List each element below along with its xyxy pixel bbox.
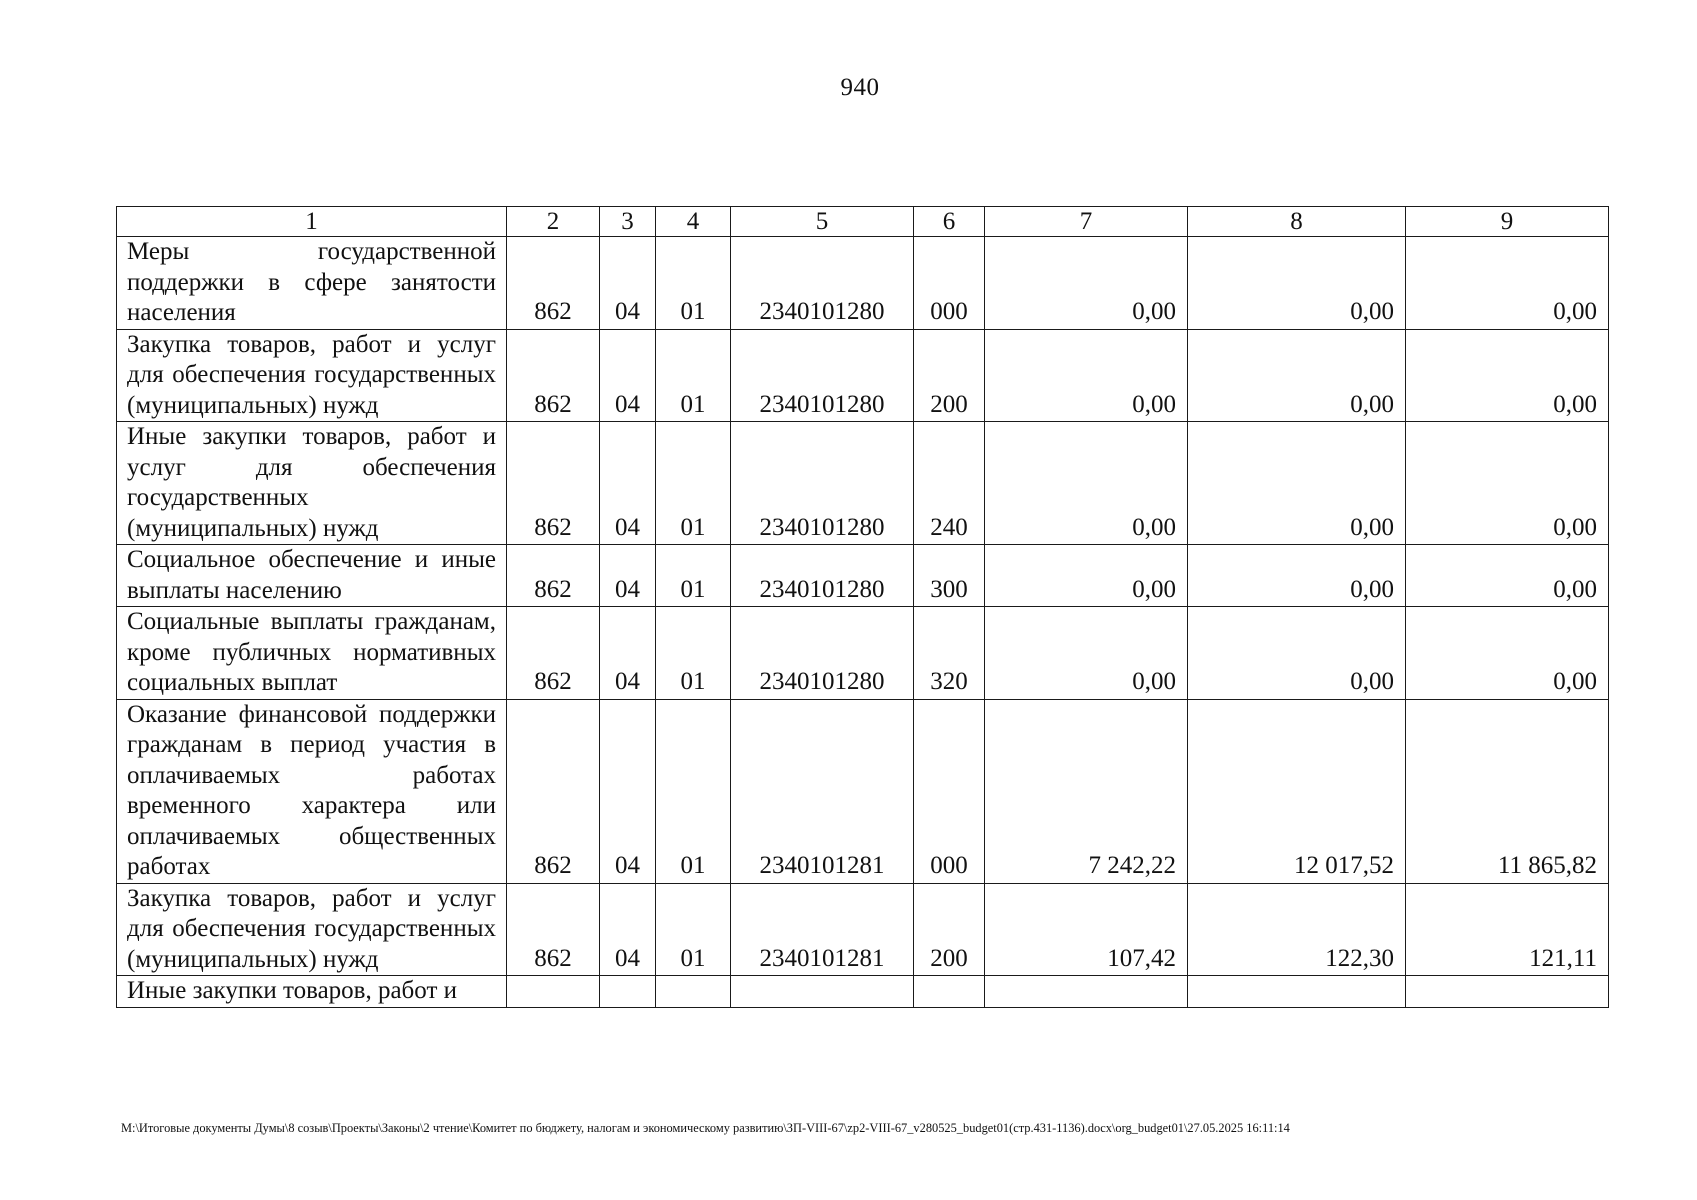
column-header: 9 [1406, 207, 1609, 237]
amount-col8: 0,00 [1188, 237, 1406, 330]
amount-col9: 0,00 [1406, 607, 1609, 700]
column-header: 7 [985, 207, 1188, 237]
table-row [117, 237, 1609, 330]
amount-col7: 0,00 [985, 329, 1188, 422]
amount-col7: 7 242,22 [985, 699, 1188, 883]
section-code: 04 [600, 237, 656, 330]
section-code: 04 [600, 329, 656, 422]
expense-type-code: 000 [914, 699, 985, 883]
target-article-code: 2340101280 [731, 422, 914, 545]
column-header: 3 [600, 207, 656, 237]
amount-col9: 0,00 [1406, 545, 1609, 607]
expense-type-code: 200 [914, 329, 985, 422]
ministry-code: 862 [507, 237, 600, 330]
amount-col9: 0,00 [1406, 422, 1609, 545]
row-name: Социальное обеспечение и иные выплаты населению [117, 545, 507, 607]
amount-col8: 12 017,52 [1188, 699, 1406, 883]
subsection-code: 01 [656, 329, 731, 422]
column-header: 8 [1188, 207, 1406, 237]
expense-type-code: 240 [914, 422, 985, 545]
table-row [117, 976, 1609, 1008]
amount-col9: 121,11 [1406, 883, 1609, 976]
amount-col9: 0,00 [1406, 237, 1609, 330]
subsection-code: 01 [656, 237, 731, 330]
section-code [600, 976, 656, 1008]
table-row [117, 329, 1609, 422]
subsection-code: 01 [656, 607, 731, 700]
row-name: Меры государственной поддержки в сфере занятости населения [117, 237, 507, 330]
column-header: 1 [117, 207, 507, 237]
target-article-code: 2340101280 [731, 237, 914, 330]
table-row [117, 607, 1609, 700]
amount-col7: 0,00 [985, 607, 1188, 700]
section-code: 04 [600, 699, 656, 883]
ministry-code: 862 [507, 545, 600, 607]
ministry-code: 862 [507, 699, 600, 883]
table-row [117, 883, 1609, 976]
section-code: 04 [600, 545, 656, 607]
target-article-code: 2340101280 [731, 329, 914, 422]
target-article-code: 2340101280 [731, 545, 914, 607]
section-code: 04 [600, 883, 656, 976]
target-article-code: 2340101281 [731, 699, 914, 883]
row-name: Оказание финансовой поддержки гражданам в период участия в оплачиваемых работах временного характера или оплачиваемых общественных работах [117, 699, 507, 883]
row-name: Закупка товаров, работ и услуг для обеспечения государственных (муниципальных) нужд [117, 883, 507, 976]
section-code: 04 [600, 607, 656, 700]
ministry-code: 862 [507, 422, 600, 545]
ministry-code: 862 [507, 607, 600, 700]
target-article-code [731, 976, 914, 1008]
amount-col9: 0,00 [1406, 329, 1609, 422]
amount-col7: 0,00 [985, 237, 1188, 330]
table-row [117, 699, 1609, 883]
amount-col8: 0,00 [1188, 422, 1406, 545]
amount-col8: 122,30 [1188, 883, 1406, 976]
subsection-code: 01 [656, 422, 731, 545]
ministry-code: 862 [507, 883, 600, 976]
expense-type-code: 200 [914, 883, 985, 976]
subsection-code [656, 976, 731, 1008]
row-name: Иные закупки товаров, работ и услуг для обеспечения государственных (муниципальных) нужд [117, 422, 507, 545]
subsection-code: 01 [656, 545, 731, 607]
amount-col8 [1188, 976, 1406, 1008]
amount-col7: 107,42 [985, 883, 1188, 976]
expense-type-code: 300 [914, 545, 985, 607]
table-row [117, 422, 1609, 545]
ministry-code: 862 [507, 329, 600, 422]
column-header: 5 [731, 207, 914, 237]
column-header: 2 [507, 207, 600, 237]
row-name: Иные закупки товаров, работ и [117, 976, 507, 1008]
row-name: Социальные выплаты гражданам, кроме публичных нормативных социальных выплат [117, 607, 507, 700]
column-header: 4 [656, 207, 731, 237]
amount-col7 [985, 976, 1188, 1008]
target-article-code: 2340101281 [731, 883, 914, 976]
expense-type-code: 000 [914, 237, 985, 330]
ministry-code [507, 976, 600, 1008]
amount-col8: 0,00 [1188, 545, 1406, 607]
amount-col7: 0,00 [985, 545, 1188, 607]
amount-col8: 0,00 [1188, 607, 1406, 700]
expense-type-code [914, 976, 985, 1008]
target-article-code: 2340101280 [731, 607, 914, 700]
subsection-code: 01 [656, 883, 731, 976]
subsection-code: 01 [656, 699, 731, 883]
amount-col7: 0,00 [985, 422, 1188, 545]
table-header-row [117, 207, 1609, 237]
row-name: Закупка товаров, работ и услуг для обеспечения государственных (муниципальных) нужд [117, 329, 507, 422]
document-file-path: M:\Итоговые документы Думы\8 созыв\Проекты\Законы\2 чтение\Комитет по бюджету, налогам и экономическому развитию\ЗП-VIII-67\zp2-VIII-67_v280525_budget01(стр.431-1136).docx\org_budget01\27.05.2025 16:11:14 [121, 1121, 1290, 1135]
amount-col8: 0,00 [1188, 329, 1406, 422]
page-number: 940 [840, 74, 880, 101]
column-header: 6 [914, 207, 985, 237]
table-row [117, 545, 1609, 607]
amount-col9 [1406, 976, 1609, 1008]
amount-col9: 11 865,82 [1406, 699, 1609, 883]
expense-type-code: 320 [914, 607, 985, 700]
section-code: 04 [600, 422, 656, 545]
budget-table [116, 206, 1609, 1008]
